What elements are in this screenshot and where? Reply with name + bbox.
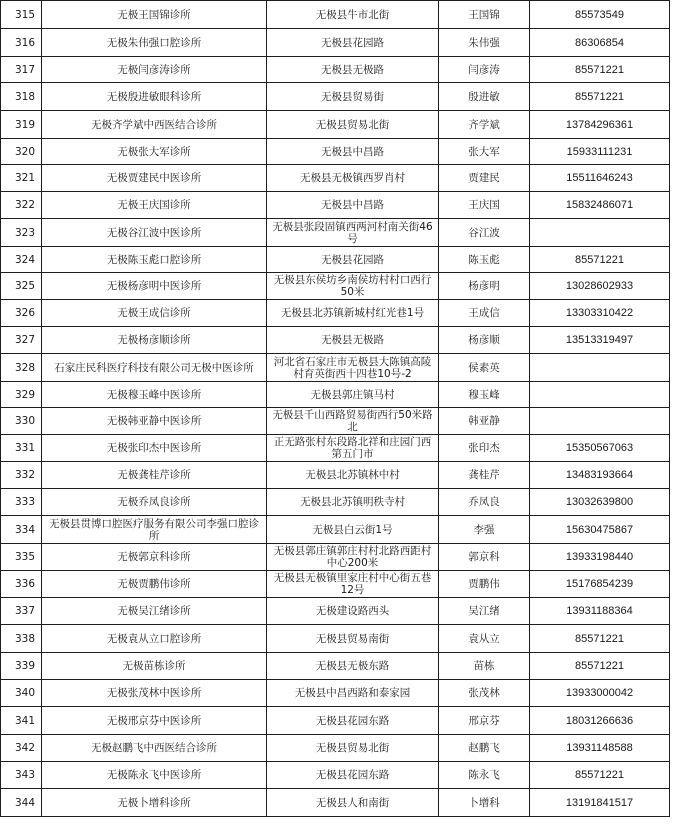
responsible-person: 赵鹏飞 <box>439 735 530 762</box>
clinic-name: 无极韩亚静中医诊所 <box>42 408 267 435</box>
phone-number: 18031266636 <box>530 707 670 735</box>
phone-number: 85571221 <box>530 625 670 653</box>
phone-number: 13513319497 <box>530 327 670 354</box>
table-row <box>1 382 670 408</box>
clinic-name: 无极吴江绪诊所 <box>42 598 267 625</box>
responsible-person: 陈玉彪 <box>439 247 530 273</box>
table-row <box>1 111 670 139</box>
table-row <box>1 57 670 83</box>
clinic-name: 无极张茂林中医诊所 <box>42 680 267 707</box>
row-number: 317 <box>1 57 42 83</box>
clinic-address: 无极县花园路 <box>267 247 439 273</box>
clinic-address: 无极县花园东路 <box>267 707 439 735</box>
row-number: 319 <box>1 111 42 139</box>
clinic-name: 无极贾建民中医诊所 <box>42 165 267 192</box>
clinic-name: 无极邢京芬中医诊所 <box>42 707 267 735</box>
table-row <box>1 544 670 571</box>
table-row <box>1 29 670 57</box>
row-number: 334 <box>1 516 42 544</box>
clinic-name: 无极赵鹏飞中西医结合诊所 <box>42 735 267 762</box>
clinic-name: 无极陈玉彪口腔诊所 <box>42 247 267 273</box>
phone-number: 13931148588 <box>530 735 670 762</box>
responsible-person: 乔凤良 <box>439 489 530 516</box>
table-row <box>1 762 670 789</box>
responsible-person: 苗栋 <box>439 653 530 680</box>
row-number: 330 <box>1 408 42 435</box>
table-row <box>1 192 670 219</box>
phone-number: 85571221 <box>530 247 670 273</box>
clinic-name: 无极乔凤良诊所 <box>42 489 267 516</box>
phone-number: 15350567063 <box>530 435 670 462</box>
clinic-address: 无极县东侯坊乡南侯坊村村口西行50米 <box>267 273 439 300</box>
phone-number: 86306854 <box>530 29 670 57</box>
phone-number: 15511646243 <box>530 165 670 192</box>
row-number: 322 <box>1 192 42 219</box>
clinic-name: 无极陈永飞中医诊所 <box>42 762 267 789</box>
phone-number: 85571221 <box>530 762 670 789</box>
responsible-person: 谷江波 <box>439 219 530 247</box>
clinic-address: 无极县北苏镇新城村红光巷1号 <box>267 300 439 327</box>
clinic-address: 无极县张段固镇西两河村南关街46号 <box>267 219 439 247</box>
row-number: 342 <box>1 735 42 762</box>
responsible-person: 杨彦顺 <box>439 327 530 354</box>
clinic-address: 无极县无极东路 <box>267 653 439 680</box>
clinic-name: 无极张大军诊所 <box>42 139 267 165</box>
row-number: 336 <box>1 571 42 598</box>
phone-number <box>530 219 670 247</box>
clinic-name: 无极闫彦涛诊所 <box>42 57 267 83</box>
clinic-address: 河北省石家庄市无极县大陈镇高陵村育英街西十四巷10号-2 <box>267 354 439 382</box>
row-number: 335 <box>1 544 42 571</box>
table-row <box>1 435 670 462</box>
responsible-person: 吴江绪 <box>439 598 530 625</box>
clinic-address: 无极县中昌路 <box>267 139 439 165</box>
table-row <box>1 1 670 29</box>
phone-number: 13931188364 <box>530 598 670 625</box>
clinic-address: 无极县中昌路 <box>267 192 439 219</box>
phone-number: 85571221 <box>530 57 670 83</box>
clinic-address: 无极县贸易北街 <box>267 735 439 762</box>
phone-number: 13303310422 <box>530 300 670 327</box>
responsible-person: 穆玉峰 <box>439 382 530 408</box>
clinic-name: 无极朱伟强口腔诊所 <box>42 29 267 57</box>
responsible-person: 张印杰 <box>439 435 530 462</box>
clinic-address: 无极县千山西路贸易街西行50米路北 <box>267 408 439 435</box>
table-row <box>1 247 670 273</box>
clinic-address: 无极建设路西头 <box>267 598 439 625</box>
table-row <box>1 462 670 489</box>
table-row <box>1 571 670 598</box>
phone-number: 85571221 <box>530 83 670 111</box>
row-number: 316 <box>1 29 42 57</box>
row-number: 329 <box>1 382 42 408</box>
clinic-address: 无极县郭庄镇马村 <box>267 382 439 408</box>
responsible-person: 侯素英 <box>439 354 530 382</box>
row-number: 343 <box>1 762 42 789</box>
responsible-person: 殷进敏 <box>439 83 530 111</box>
table-row <box>1 789 670 817</box>
responsible-person: 王成信 <box>439 300 530 327</box>
responsible-person: 王庆国 <box>439 192 530 219</box>
responsible-person: 李强 <box>439 516 530 544</box>
table-row <box>1 598 670 625</box>
phone-number: 13784296361 <box>530 111 670 139</box>
responsible-person: 朱伟强 <box>439 29 530 57</box>
phone-number: 13933198440 <box>530 544 670 571</box>
clinic-name: 无极王成信诊所 <box>42 300 267 327</box>
responsible-person: 闫彦涛 <box>439 57 530 83</box>
phone-number: 13933000042 <box>530 680 670 707</box>
responsible-person: 齐学斌 <box>439 111 530 139</box>
table-row <box>1 408 670 435</box>
clinic-address: 无极县贸易北街 <box>267 111 439 139</box>
clinic-name: 无极穆玉峰中医诊所 <box>42 382 267 408</box>
clinic-address: 无极县无极路 <box>267 327 439 354</box>
clinic-address: 无极县北苏镇明秩寺村 <box>267 489 439 516</box>
phone-number: 15933111231 <box>530 139 670 165</box>
table-row <box>1 354 670 382</box>
clinic-address: 无极县人和南街 <box>267 789 439 817</box>
row-number: 325 <box>1 273 42 300</box>
row-number: 333 <box>1 489 42 516</box>
table-row <box>1 735 670 762</box>
table-row <box>1 489 670 516</box>
clinic-name: 无极郭京科诊所 <box>42 544 267 571</box>
row-number: 340 <box>1 680 42 707</box>
clinic-name: 无极张印杰中医诊所 <box>42 435 267 462</box>
clinic-name: 无极王庆国诊所 <box>42 192 267 219</box>
phone-number: 15630475867 <box>530 516 670 544</box>
responsible-person: 韩亚静 <box>439 408 530 435</box>
clinic-address: 无极县白云街1号 <box>267 516 439 544</box>
clinic-address: 无极县中昌西路和泰家园 <box>267 680 439 707</box>
table-row <box>1 300 670 327</box>
responsible-person: 袁从立 <box>439 625 530 653</box>
clinic-address: 无极县花园路 <box>267 29 439 57</box>
responsible-person: 卜增科 <box>439 789 530 817</box>
clinic-name: 无极齐学斌中西医结合诊所 <box>42 111 267 139</box>
clinic-name: 无极杨彦明中医诊所 <box>42 273 267 300</box>
table-row <box>1 273 670 300</box>
row-number: 326 <box>1 300 42 327</box>
table-row <box>1 139 670 165</box>
phone-number: 13191841517 <box>530 789 670 817</box>
phone-number: 13028602933 <box>530 273 670 300</box>
row-number: 318 <box>1 83 42 111</box>
row-number: 331 <box>1 435 42 462</box>
clinic-address: 无极县无极路 <box>267 57 439 83</box>
table-row <box>1 516 670 544</box>
row-number: 339 <box>1 653 42 680</box>
clinic-name: 石家庄民科医疗科技有限公司无极中医诊所 <box>42 354 267 382</box>
clinic-name: 无极杨彦顺诊所 <box>42 327 267 354</box>
row-number: 321 <box>1 165 42 192</box>
responsible-person: 张大军 <box>439 139 530 165</box>
table-row <box>1 625 670 653</box>
clinic-address: 无极县郭庄镇郭庄村村北路西距村中心200米 <box>267 544 439 571</box>
clinic-address: 正无路张村东段路北祥和庄园门西第五门市 <box>267 435 439 462</box>
responsible-person: 龚桂芹 <box>439 462 530 489</box>
clinic-address: 无极县北苏镇林中村 <box>267 462 439 489</box>
clinic-address: 无极县贸易南街 <box>267 625 439 653</box>
responsible-person: 杨彦明 <box>439 273 530 300</box>
row-number: 324 <box>1 247 42 273</box>
phone-number: 13032639800 <box>530 489 670 516</box>
phone-number: 85571221 <box>530 653 670 680</box>
clinic-address: 无极县花园东路 <box>267 762 439 789</box>
clinic-address: 无极县无极镇西罗肖村 <box>267 165 439 192</box>
row-number: 327 <box>1 327 42 354</box>
row-number: 328 <box>1 354 42 382</box>
phone-number <box>530 354 670 382</box>
clinic-name: 无极卜增科诊所 <box>42 789 267 817</box>
table-row <box>1 707 670 735</box>
phone-number: 15832486071 <box>530 192 670 219</box>
phone-number: 15176854239 <box>530 571 670 598</box>
responsible-person: 张茂林 <box>439 680 530 707</box>
row-number: 315 <box>1 1 42 29</box>
clinic-address: 无极县牛市北街 <box>267 1 439 29</box>
table-row <box>1 680 670 707</box>
clinic-name: 无极龚桂芹诊所 <box>42 462 267 489</box>
row-number: 337 <box>1 598 42 625</box>
row-number: 341 <box>1 707 42 735</box>
row-number: 332 <box>1 462 42 489</box>
table-row <box>1 653 670 680</box>
row-number: 320 <box>1 139 42 165</box>
responsible-person: 郭京科 <box>439 544 530 571</box>
phone-number <box>530 408 670 435</box>
responsible-person: 贾建民 <box>439 165 530 192</box>
phone-number <box>530 382 670 408</box>
clinic-table-body <box>1 1 670 817</box>
clinic-name: 无极袁从立口腔诊所 <box>42 625 267 653</box>
clinic-name: 无极苗栋诊所 <box>42 653 267 680</box>
clinic-name: 无极县贯博口腔医疗服务有限公司李强口腔诊所 <box>42 516 267 544</box>
table-row <box>1 219 670 247</box>
table-row <box>1 165 670 192</box>
row-number: 323 <box>1 219 42 247</box>
responsible-person: 贾鹏伟 <box>439 571 530 598</box>
clinic-name: 无极谷江波中医诊所 <box>42 219 267 247</box>
phone-number: 85573549 <box>530 1 670 29</box>
clinic-name: 无极贾鹏伟诊所 <box>42 571 267 598</box>
clinic-address: 无极县贸易街 <box>267 83 439 111</box>
clinic-address: 无极县无极镇里家庄村中心街五巷12号 <box>267 571 439 598</box>
table-row <box>1 83 670 111</box>
phone-number: 13483193664 <box>530 462 670 489</box>
responsible-person: 邢京芬 <box>439 707 530 735</box>
responsible-person: 王国锦 <box>439 1 530 29</box>
row-number: 338 <box>1 625 42 653</box>
table-row <box>1 327 670 354</box>
responsible-person: 陈永飞 <box>439 762 530 789</box>
row-number: 344 <box>1 789 42 817</box>
clinic-name: 无极王国锦诊所 <box>42 1 267 29</box>
clinic-name: 无极殷进敏眼科诊所 <box>42 83 267 111</box>
